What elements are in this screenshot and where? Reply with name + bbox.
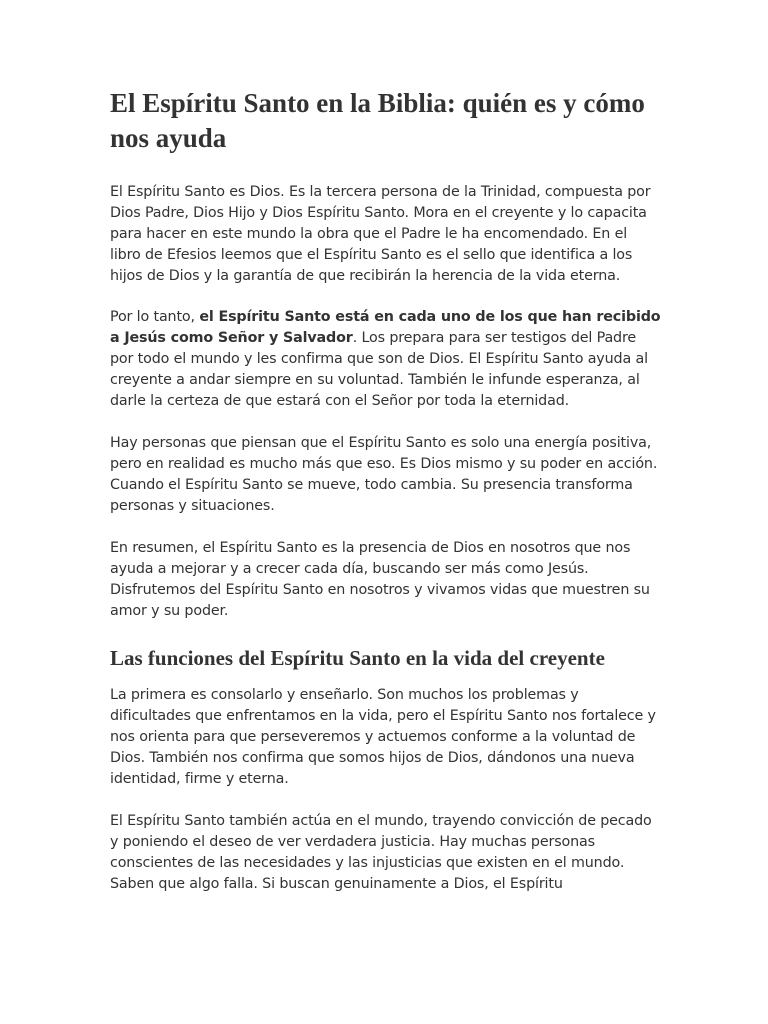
article-paragraph: En resumen, el Espíritu Santo es la presencia de Dios en nosotros que nos ayuda a mejorar y a crecer cada día, buscando ser más como Jesús. Disfrutemos del Espíritu Santo en nosotros y vivamos vidas que muestren su amor y su poder. — [110, 540, 650, 619]
article-paragraph: El Espíritu Santo es Dios. Es la tercera persona de la Trinidad, compuesta por Dios Padre, Dios Hijo y Dios Espíritu Santo. Mora en el creyente y lo capacita para hacer en este mundo la obra que el Padre le ha encomendado. En el libro de Efesios leemos que el Espíritu Santo es el sello que identifica a los hijos de Dios y la garantía de que recibirán la herencia de la vida eterna. — [110, 184, 651, 284]
paragraph-bold-text: el Espíritu Santo está en cada uno de los que han recibido a Jesús como Señor y Salvador — [110, 309, 661, 346]
article — [110, 86, 662, 895]
article-title: El Espíritu Santo en la Biblia: quién es y cómo nos ayuda — [110, 88, 645, 153]
article-paragraph: El Espíritu Santo también actúa en el mundo, trayendo convicción de pecado y poniendo el deseo de ver verdadera justicia. Hay muchas personas conscientes de las necesidades y las injusticias que existen en el mundo. Saben que algo falla. Si buscan genuinamente a Dios, el Espíritu — [110, 813, 652, 892]
paragraph-text: . Los prepara para ser testigos del Padre por todo el mundo y les confirma que son de Dios. El Espíritu Santo ayuda al creyente a andar siempre en su voluntad. También le infunde esperanza, al darle la certeza de que estará con el Señor por toda la eternidad. — [110, 330, 648, 409]
paragraph-text: Por lo tanto, — [110, 309, 200, 325]
section-heading: Las funciones del Espíritu Santo en la vida del creyente — [110, 646, 605, 670]
article-paragraph: Hay personas que piensan que el Espíritu Santo es solo una energía positiva, pero en realidad es mucho más que eso. Es Dios mismo y su poder en acción. Cuando el Espíritu Santo se mueve, todo cambia. Su presencia transforma personas y situaciones. — [110, 435, 658, 514]
article-paragraph — [110, 307, 662, 412]
article-paragraph: La primera es consolarlo y enseñarlo. Son muchos los problemas y dificultades que enfrentamos en la vida, pero el Espíritu Santo nos fortalece y nos orienta para que perseveremos y actuemos conforme a la voluntad de Dios. También nos confirma que somos hijos de Dios, dándonos una nueva identidad, firme y eterna. — [110, 687, 656, 787]
